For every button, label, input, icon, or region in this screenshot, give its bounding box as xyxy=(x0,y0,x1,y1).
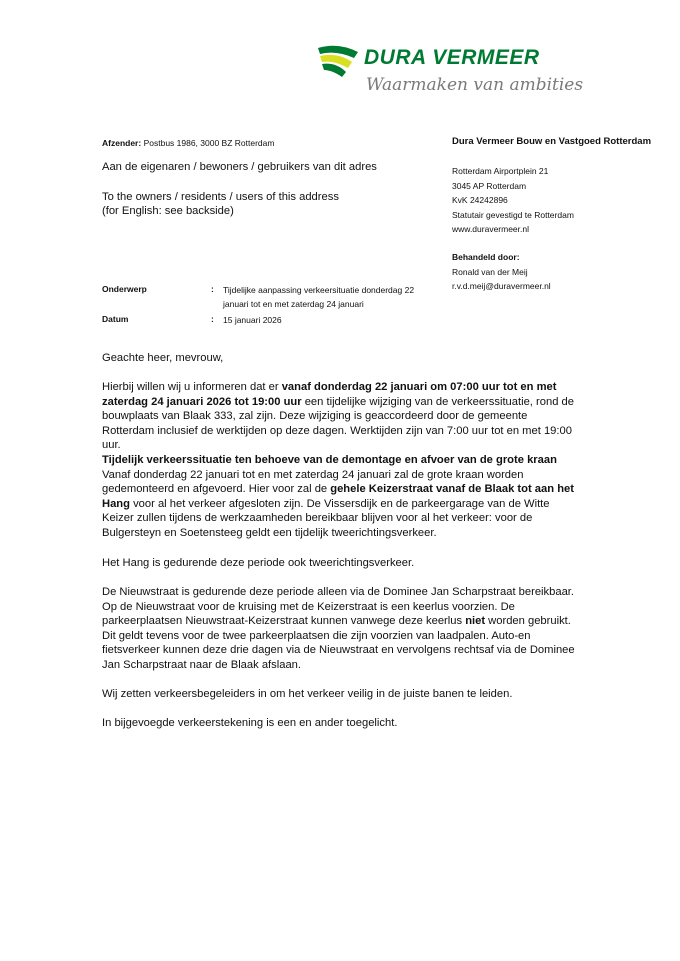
paragraph-nieuwstraat xyxy=(102,585,580,673)
salutation: Geachte heer, mevrouw, xyxy=(102,352,224,364)
paragraph-nieuwstraat-c: worden gebruikt. Dit geldt tevens voor de twee parkeerplaatsen die zijn voorzien van laadpalen. Auto-en fietsverkeer kunnen deze drie dagen via de Nieuwstraat en vervolgens rechtsaf via de Dominee Jan Scharpstraat naar de Blaak afslaan. xyxy=(102,615,575,671)
paragraph-intro-a: Hierbij willen wij u informeren dat er xyxy=(102,381,282,393)
company-statutory: Statutair gevestigd te Rotterdam xyxy=(452,209,574,220)
handled-by xyxy=(452,250,551,294)
subject-line: januari tot en met zaterdag 24 januari xyxy=(223,299,364,309)
company-address-line: Rotterdam Airportplein 21 xyxy=(452,166,549,176)
paragraph-hang: Het Hang is gedurende deze periode ook tweerichtingsverkeer. xyxy=(102,557,415,569)
subject-colon: : xyxy=(211,284,214,294)
subject-value xyxy=(223,283,414,311)
company-address-line: 3045 AP Rotterdam xyxy=(452,180,527,191)
paragraph-crane-a: Vanaf donderdag 22 januari tot en met zaterdag 24 januari zal de grote kraan worden gedemonteerd en afgevoerd. Hier voor zal de xyxy=(102,468,524,496)
paragraph-nieuwstraat-a: De Nieuwstraat is gedurende deze periode alleen via de Dominee Jan Scharpstraat bereikbaar. Op de Nieuwstraat voor de kruising met de Keizerstraat is een keerlus voorzien. De parkeerplaatsen Nieuwstraat-Keizerstraat kunnen vanwege deze keerlus xyxy=(102,586,575,628)
date-value: 15 januari 2026 xyxy=(223,315,282,325)
handled-by-label: Behandeld door: xyxy=(452,252,520,262)
paragraph-intro-c: een tijdelijke wijziging van de verkeerssituatie, rond de bouwplaats van Blaak 333, zal zijn. Deze wijziging is geaccordeerd door de gemeente Rotterdam inclusief de werktijden op deze dagen. Werktijden zijn van 7:00 uur tot en met 19:00 uur. xyxy=(102,395,574,452)
date-label: Datum xyxy=(102,314,129,324)
paragraph-traffic-guides: Wij zetten verkeersbegeleiders in om het verkeer veilig in de juiste banen te leiden. xyxy=(102,688,513,700)
logo-name: DURA VERMEER xyxy=(364,46,540,69)
company-kvk: KvK 24242896 xyxy=(452,195,508,205)
sender-line xyxy=(102,136,274,150)
paragraph-crane-closure: gehele Keizerstraat vanaf de Blaak tot aan het Hang xyxy=(102,483,574,510)
company-website[interactable]: www.duravermeer.nl xyxy=(452,224,530,234)
sender-value: Postbus 1986, 3000 BZ Rotterdam xyxy=(143,138,275,148)
subject-label: Onderwerp xyxy=(102,284,147,294)
paragraph-intro xyxy=(102,380,580,453)
paragraph-crane-heading: Tijdelijk verkeerssituatie ten behoeve van de demontage en afvoer van de grote kraan xyxy=(102,454,557,466)
paragraph-crane-c: voor al het verkeer afgesloten zijn. De Vissersdijk en de parkeergarage van de Witte Keizer zullen tijdens de werkzaamheden bereikbaar blijven voor al het verkeer: voor de Bulgersteyn en Soetensteeg geldt een tijdelijk tweerichtingsverkeer. xyxy=(102,497,550,539)
recipient-en-1: To the owners / residents / users of this address xyxy=(102,191,339,203)
recipient-en-2: (for English: see backside) xyxy=(102,205,234,217)
paragraph-nieuwstraat-not: niet xyxy=(465,615,486,628)
recipient-nl: Aan de eigenaren / bewoners / gebruikers van dit adres xyxy=(102,161,377,173)
paragraph-crane xyxy=(102,453,580,541)
subject-line: Tijdelijke aanpassing verkeersituatie donderdag 22 xyxy=(223,285,415,295)
company-name: Dura Vermeer Bouw en Vastgoed Rotterdam xyxy=(452,136,652,147)
date-colon: : xyxy=(211,314,214,324)
paragraph-intro-period: vanaf donderdag 22 januari om 07:00 uur tot en met zaterdag 24 januari 2026 tot 19:00 uur xyxy=(102,381,557,408)
logo-tagline: Waarmaken van ambities xyxy=(366,75,584,95)
company-address xyxy=(452,164,574,237)
dura-vermeer-logo-icon xyxy=(316,42,360,78)
handled-by-name: Ronald van der Meij xyxy=(452,266,528,277)
sender-label: Afzender: xyxy=(102,138,142,148)
paragraph-drawing: In bijgevoegde verkeerstekening is een en ander toegelicht. xyxy=(102,717,398,729)
handled-by-email[interactable]: r.v.d.meij@duravermeer.nl xyxy=(452,281,551,291)
